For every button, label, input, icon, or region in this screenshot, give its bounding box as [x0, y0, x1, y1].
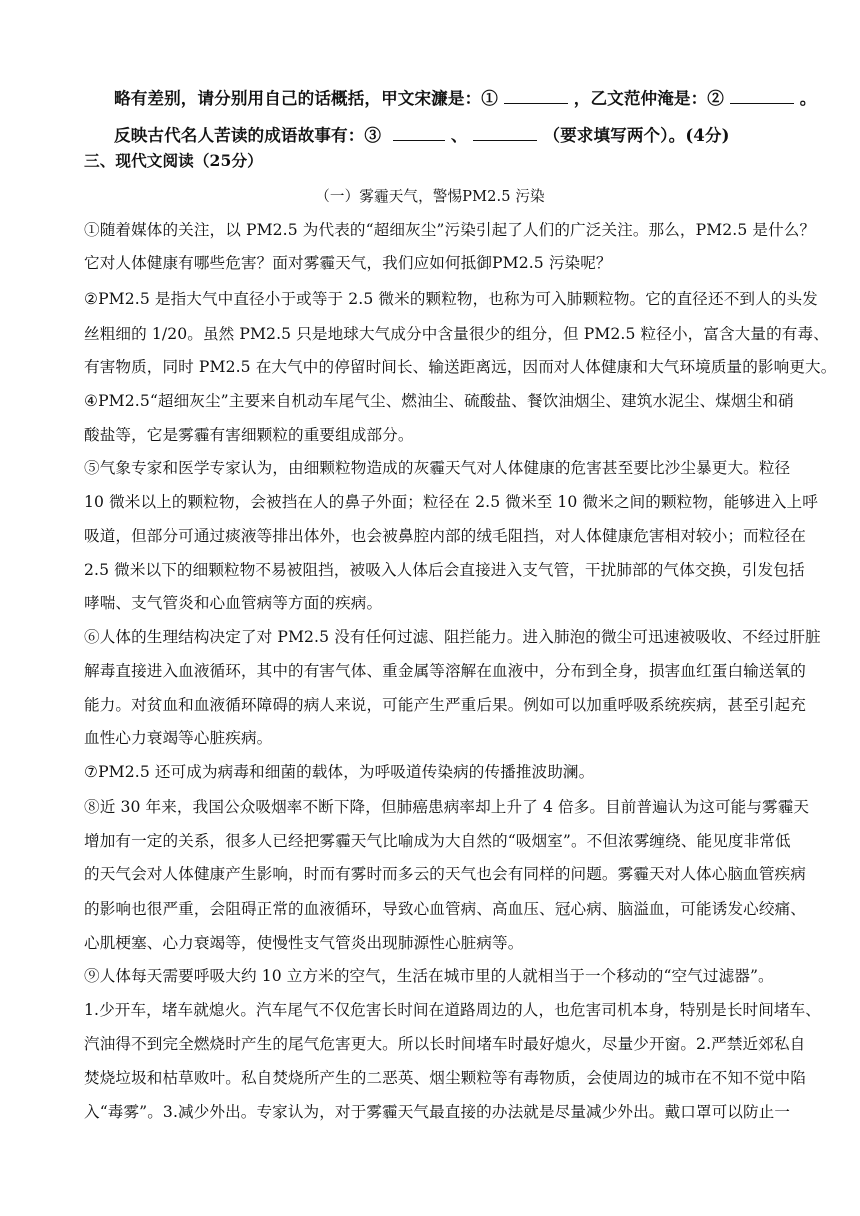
body-line: 有害物质，同时 PM2.5 在大气中的停留时间长、输送距离远，因而对人体健康和大气环境质量的影响更大。 [84, 358, 837, 376]
question-1-prefix: 略有差别，请分别用自己的话概括，甲文宋濂是：① [114, 88, 498, 108]
body-line: 的影响也很严重，会阻碍正常的血液循环，导致心血管病、高血压、冠心病、脑溢血，可能诱发心绞痛、 [84, 900, 806, 918]
body-line: ⑦PM2.5 还可成为病毒和细菌的载体，为呼吸道传染病的传播推波助澜。 [84, 763, 595, 781]
body-line: 增加有一定的关系，很多人已经把雾霾天气比喻成为大自然的“吸烟室”。不但浓雾缠绕、能见度非常低 [84, 832, 791, 850]
body-line: 吸道，但部分可通过痰液等排出体外，也会被鼻腔内部的绒毛阻挡，对人体健康危害相对较小；而粒径在 [84, 527, 806, 545]
answer-blank-4[interactable] [473, 125, 537, 141]
article-title: （一）雾霾天气，警惕PM2.5 污染 [315, 188, 545, 205]
answer-blank-1[interactable] [504, 88, 568, 104]
answer-blank-3[interactable] [393, 125, 445, 141]
body-line: 丝粗细的 1/20。虽然 PM2.5 只是地球大气成分中含量很少的组分，但 PM2.5 粒径小，富含大量的有毒、 [84, 325, 829, 343]
question-1-suffix: 。 [799, 88, 817, 108]
body-line: 2.5 微米以下的细颗粒物不易被阻挡，被吸入人体后会直接进入支气管，干扰肺部的气体交换，引发包括 [84, 561, 805, 579]
body-line: 10 微米以上的颗粒物，会被挡在人的鼻子外面；粒径在 2.5 微米至 10 微米之间的颗粒物，能够进入上呼 [84, 493, 818, 511]
question-2-prefix: 反映古代名人苦读的成语故事有：③ [114, 125, 382, 145]
body-line: 1.少开车，堵车就熄火。汽车尾气不仅危害长时间在道路周边的人，也危害司机本身，特别是长时间堵车、 [84, 1001, 821, 1019]
body-line: 的天气会对人体健康产生影响，时而有雾时而多云的天气也会有同样的问题。雾霾天对人体心脑血管疾病 [84, 865, 806, 883]
body-line: 解毒直接进入血液循环，其中的有害气体、重金属等溶解在血液中，分布到全身，损害血红蛋白输送氧的 [84, 662, 806, 680]
question-2-suffix: （要求填写两个）。(4分) [543, 125, 730, 145]
question-line-1 [114, 88, 817, 108]
body-line: 汽油得不到完全燃烧时产生的尾气危害更大。所以长时间堵车时最好熄火，尽量少开窗。2.严禁近郊私自 [84, 1035, 806, 1053]
body-line: ②PM2.5 是指大气中直径小于或等于 2.5 微米的颗粒物，也称为可入肺颗粒物。它的直径还不到人的头发 [84, 290, 818, 308]
section-heading: 三、现代文阅读（25分） [84, 151, 263, 170]
body-line: 酸盐等，它是雾霾有害细颗粒的重要组成部分。 [84, 426, 414, 444]
body-line: ①随着媒体的关注，以 PM2.5 为代表的“超细灰尘”污染引起了人们的广泛关注。那么，PM2.5 是什么？ [84, 221, 816, 239]
body-line: ⑧近 30 年来，我国公众吸烟率不断下降，但肺癌患病率却上升了 4 倍多。目前普遍认为这可能与雾霾天 [84, 798, 810, 816]
body-line: ④PM2.5“超细灰尘”主要来自机动车尾气尘、燃油尘、硫酸盐、餐饮油烟尘、建筑水泥尘、煤烟尘和硝 [84, 392, 794, 410]
body-line: 哮喘、支气管炎和心血管病等方面的疾病。 [84, 594, 383, 612]
body-line: 入“毒雾”。3.减少外出。专家认为，对于雾霾天气最直接的办法就是尽量减少外出。戴口罩可以防止一 [84, 1103, 791, 1121]
body-line: 血性心力衰竭等心脏疾病。 [84, 729, 273, 747]
body-line: ⑥人体的生理结构决定了对 PM2.5 没有任何过滤、阻拦能力。进入肺泡的微尘可迅速被吸收、不经过肝脏 [84, 628, 821, 646]
body-line: 它对人体健康有哪些危害？面对雾霾天气，我们应如何抵御PM2.5 污染呢？ [84, 254, 612, 272]
body-line: ⑤气象专家和医学专家认为，由细颗粒物造成的灰霾天气对人体健康的危害甚至要比沙尘暴更大。粒径 [84, 459, 791, 477]
body-line: 焚烧垃圾和枯草败叶。私自焚烧所产生的二恶英、烟尘颗粒等有毒物质，会使周边的城市在不知不觉中陷 [84, 1069, 806, 1087]
question-line-2 [114, 125, 794, 145]
answer-blank-2[interactable] [730, 88, 794, 104]
question-1-middle: ，乙文范仲淹是：② [573, 88, 724, 108]
body-line: ⑨人体每天需要呼吸大约 10 立方米的空气，生活在城市里的人就相当于一个移动的“空气过滤器”。 [84, 967, 774, 985]
question-2-separator: 、 [450, 125, 468, 145]
body-line: 心肌梗塞、心力衰竭等，使慢性支气管炎出现肺源性心脏病等。 [84, 934, 524, 952]
body-line: 能力。对贫血和血液循环障碍的病人来说，可能产生严重后果。例如可以加重呼吸系统疾病，甚至引起充 [84, 696, 806, 714]
